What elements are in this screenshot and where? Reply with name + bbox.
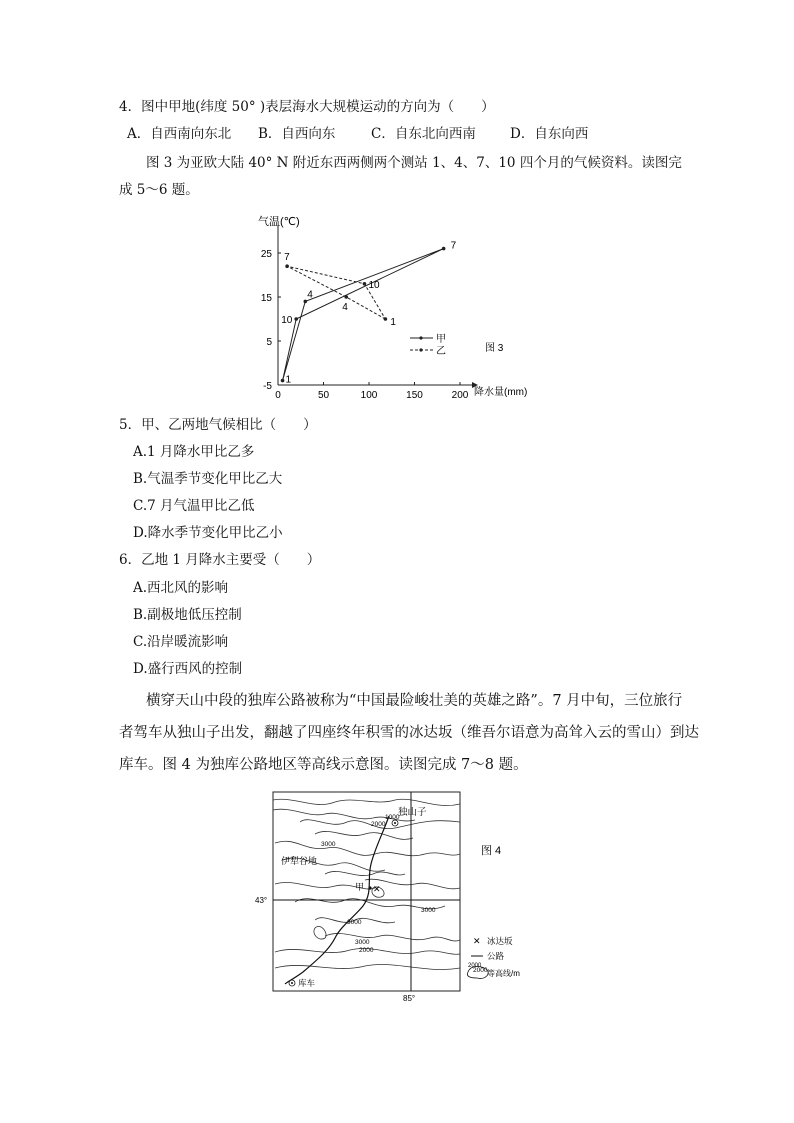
y-tick-label: 15 <box>260 293 272 304</box>
place-kuche: 库车 <box>298 978 316 988</box>
q4-option-b: B．自西向东 <box>258 126 336 142</box>
contour-label-3000-d: 3000 <box>355 939 370 946</box>
q6-option-c: C.沿岸暖流影响 <box>133 634 229 650</box>
data-point <box>344 295 348 299</box>
point-label: 7 <box>284 252 290 264</box>
q5-option-a: A.1 月降水甲比乙多 <box>133 444 255 460</box>
point-label: 1 <box>390 317 396 328</box>
q5-option-c: C.7 月气温甲比乙低 <box>133 498 255 514</box>
q5-option-d: D.降水季节变化甲比乙小 <box>133 525 283 541</box>
x-tick-label: 0 <box>275 390 281 401</box>
data-point <box>363 282 367 286</box>
intro56-line2: 成 5～6 题。 <box>119 182 199 198</box>
series-jia-line <box>283 249 444 381</box>
contour-label-1000: 1000 <box>385 814 400 821</box>
q4-option-c: C．自东北向西南 <box>371 126 476 142</box>
figure-4-caption: 图 4 <box>481 845 502 857</box>
latitude-label: 43° <box>255 896 268 905</box>
data-point <box>285 264 289 268</box>
q6-option-a: A.西北风的影响 <box>133 580 229 596</box>
data-point <box>442 247 446 251</box>
point-label: 7 <box>450 240 457 252</box>
legend-yi: 乙 <box>436 346 446 357</box>
contour-label-2000-b: 2000 <box>359 947 374 954</box>
data-point <box>281 379 285 383</box>
x-tick-label: 50 <box>317 390 330 401</box>
point-label: 4 <box>307 289 313 301</box>
q5-option-b: B.气温季节变化甲比乙大 <box>133 471 283 487</box>
y-tick-label: 25 <box>260 249 272 260</box>
contour-label-3000-b: 3000 <box>421 907 436 914</box>
q6-option-b: B.副极地低压控制 <box>133 607 242 623</box>
figure-3-caption: 图 3 <box>485 343 504 354</box>
q4-option-d: D．自东向西 <box>510 126 589 142</box>
legend-pass-label: 冰达坂 <box>487 936 513 946</box>
pass-marker: ✕ <box>373 884 381 894</box>
data-point <box>294 317 298 321</box>
contour-label-2000-c: 2000 <box>473 967 488 974</box>
point-label: 1 <box>285 374 292 386</box>
intro56-line1: 图 3 为亚欧大陆 40° N 附近东西两侧两个测站 1、4、7、10 四个月的气候资料。读图完 <box>146 155 682 171</box>
intro78-line3: 库车。图 4 为独库公路地区等高线示意图。读图完成 7～8 题。 <box>119 757 528 773</box>
legend <box>410 333 446 357</box>
legend-jia: 甲 <box>436 334 446 345</box>
contour-label-2000-a: 2000 <box>371 821 386 828</box>
place-jia: 甲 <box>355 882 365 892</box>
legend-pass-icon: ✕ <box>473 936 481 946</box>
contour-label-3000-a: 3000 <box>321 841 336 848</box>
contour-label-3000-c: 3000 <box>347 919 362 926</box>
x-axis-label: 降水量(mm) <box>474 387 528 398</box>
figure-4-contour-map <box>255 788 565 1004</box>
x-tick-label: 150 <box>406 390 423 401</box>
x-tick-label: 100 <box>360 390 378 401</box>
data-point <box>384 317 388 321</box>
point-label: 4 <box>342 302 348 313</box>
y-axis-label: 气温(℃) <box>258 216 300 228</box>
intro78-line1: 横穿天山中段的独库公路被称为“中国最险峻壮美的英雄之路”。7 月中旬，三位旅行 <box>146 693 683 709</box>
place-dushanzi: 独山子 <box>398 807 427 818</box>
jia-marker <box>368 886 371 889</box>
longitude-label: 85° <box>403 994 416 1003</box>
intro78-line2: 者驾车从独山子出发，翻越了四座终年积雪的冰达坂（维吾尔语意为高耸入云的雪山）到达 <box>119 725 699 741</box>
q6-stem: 6．乙地 1 月降水主要受（ ） <box>119 552 321 568</box>
legend-road-label: 公路 <box>487 951 505 961</box>
place-yili: 伊犁谷地 <box>281 856 318 866</box>
series-yi-line <box>287 266 385 319</box>
map-frame <box>273 792 460 991</box>
legend-contour-label: 等高线/m <box>487 969 520 978</box>
q5-stem: 5．甲、乙两地气候相比（ ） <box>119 417 317 433</box>
q6-option-d: D.盛行西风的控制 <box>133 661 243 677</box>
y-tick-label: -5 <box>263 381 272 392</box>
q4-option-a: A．自西南向东北 <box>127 126 232 142</box>
x-tick-label: 200 <box>451 390 469 401</box>
legend-contour-value: 2000 <box>468 963 482 969</box>
point-label: 10 <box>281 315 293 326</box>
point-label: 10 <box>368 279 380 291</box>
q4-stem: 4．图中甲地(纬度 50° )表层海水大规模运动的方向为（ ） <box>119 99 495 115</box>
y-tick-label: 5 <box>266 337 272 348</box>
figure-3-chart <box>250 208 550 403</box>
